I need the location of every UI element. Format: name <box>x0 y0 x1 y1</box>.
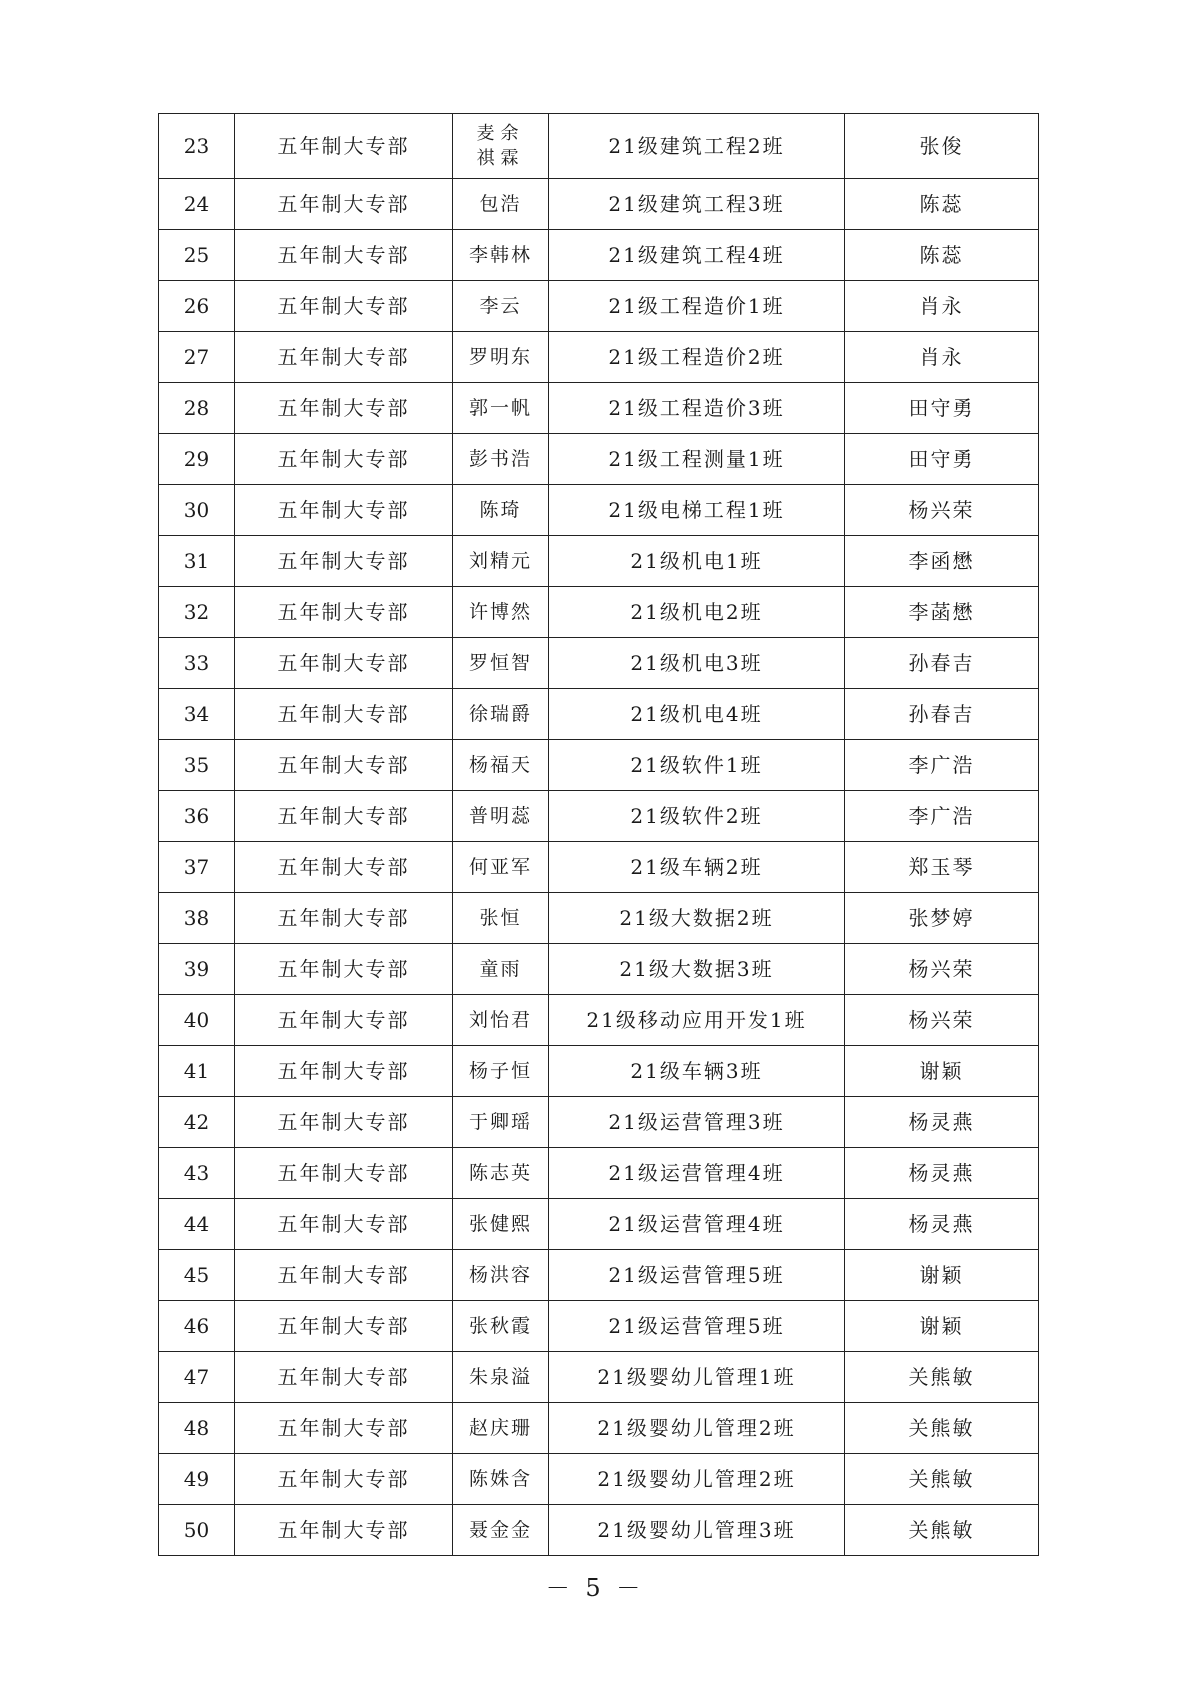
department-cell: 五年制大专部 <box>235 1301 453 1352</box>
student-name-cell: 张健熙 <box>453 1199 549 1250</box>
table-row <box>159 1250 1039 1301</box>
teacher-cell: 杨灵燕 <box>845 1148 1039 1199</box>
department-cell: 五年制大专部 <box>235 689 453 740</box>
teacher-cell: 关熊敏 <box>845 1505 1039 1556</box>
department-cell: 五年制大专部 <box>235 230 453 281</box>
class-cell: 21级软件2班 <box>549 791 845 842</box>
row-number: 29 <box>159 434 235 485</box>
department-cell: 五年制大专部 <box>235 1505 453 1556</box>
teacher-cell: 李广浩 <box>845 740 1039 791</box>
class-cell: 21级建筑工程2班 <box>549 114 845 179</box>
table-row <box>159 1403 1039 1454</box>
department-cell: 五年制大专部 <box>235 842 453 893</box>
department-cell: 五年制大专部 <box>235 114 453 179</box>
teacher-cell: 关熊敏 <box>845 1352 1039 1403</box>
class-cell: 21级电梯工程1班 <box>549 485 845 536</box>
class-cell: 21级工程造价1班 <box>549 281 845 332</box>
class-cell: 21级大数据3班 <box>549 944 845 995</box>
table-row <box>159 114 1039 179</box>
teacher-cell: 杨灵燕 <box>845 1097 1039 1148</box>
table-row <box>159 995 1039 1046</box>
table-row <box>159 179 1039 230</box>
student-name-cell: 陈琦 <box>453 485 549 536</box>
student-name-cell: 张秋霞 <box>453 1301 549 1352</box>
table-row <box>159 893 1039 944</box>
department-cell: 五年制大专部 <box>235 944 453 995</box>
department-cell: 五年制大专部 <box>235 740 453 791</box>
row-number: 49 <box>159 1454 235 1505</box>
teacher-cell: 关熊敏 <box>845 1403 1039 1454</box>
student-name-cell: 麦余祺霖 <box>453 114 549 179</box>
table-row <box>159 740 1039 791</box>
class-cell: 21级机电1班 <box>549 536 845 587</box>
row-number: 45 <box>159 1250 235 1301</box>
row-number: 33 <box>159 638 235 689</box>
class-cell: 21级婴幼儿管理1班 <box>549 1352 845 1403</box>
student-name-cell: 于卿瑶 <box>453 1097 549 1148</box>
student-name-cell: 聂金金 <box>453 1505 549 1556</box>
table-row <box>159 944 1039 995</box>
row-number: 23 <box>159 114 235 179</box>
class-cell: 21级机电4班 <box>549 689 845 740</box>
teacher-cell: 陈蕊 <box>845 230 1039 281</box>
student-name-cell: 刘精元 <box>453 536 549 587</box>
row-number: 32 <box>159 587 235 638</box>
teacher-cell: 杨兴荣 <box>845 944 1039 995</box>
department-cell: 五年制大专部 <box>235 332 453 383</box>
teacher-cell: 田守勇 <box>845 383 1039 434</box>
class-cell: 21级机电2班 <box>549 587 845 638</box>
class-cell: 21级建筑工程4班 <box>549 230 845 281</box>
teacher-cell: 李函懋 <box>845 536 1039 587</box>
table-row <box>159 1454 1039 1505</box>
teacher-cell: 陈蕊 <box>845 179 1039 230</box>
row-number: 35 <box>159 740 235 791</box>
row-number: 44 <box>159 1199 235 1250</box>
row-number: 25 <box>159 230 235 281</box>
class-cell: 21级工程测量1班 <box>549 434 845 485</box>
student-table-body <box>159 114 1039 1556</box>
class-cell: 21级机电3班 <box>549 638 845 689</box>
student-name-cell: 包浩 <box>453 179 549 230</box>
row-number: 38 <box>159 893 235 944</box>
table-row <box>159 485 1039 536</box>
student-name-cell: 许博然 <box>453 587 549 638</box>
class-cell: 21级婴幼儿管理2班 <box>549 1403 845 1454</box>
row-number: 42 <box>159 1097 235 1148</box>
table-row <box>159 332 1039 383</box>
class-cell: 21级大数据2班 <box>549 893 845 944</box>
department-cell: 五年制大专部 <box>235 1454 453 1505</box>
teacher-cell: 李菡懋 <box>845 587 1039 638</box>
class-cell: 21级移动应用开发1班 <box>549 995 845 1046</box>
student-table <box>158 113 1039 1556</box>
department-cell: 五年制大专部 <box>235 1403 453 1454</box>
class-cell: 21级工程造价2班 <box>549 332 845 383</box>
teacher-cell: 杨兴荣 <box>845 995 1039 1046</box>
class-cell: 21级婴幼儿管理2班 <box>549 1454 845 1505</box>
table-row <box>159 383 1039 434</box>
table-row <box>159 1097 1039 1148</box>
teacher-cell: 肖永 <box>845 281 1039 332</box>
class-cell: 21级车辆2班 <box>549 842 845 893</box>
class-cell: 21级运营管理5班 <box>549 1301 845 1352</box>
row-number: 40 <box>159 995 235 1046</box>
teacher-cell: 杨兴荣 <box>845 485 1039 536</box>
student-name-cell: 罗明东 <box>453 332 549 383</box>
student-name-cell: 杨子恒 <box>453 1046 549 1097</box>
department-cell: 五年制大专部 <box>235 1046 453 1097</box>
row-number: 39 <box>159 944 235 995</box>
department-cell: 五年制大专部 <box>235 1250 453 1301</box>
student-name-cell: 李韩林 <box>453 230 549 281</box>
student-name-cell: 李云 <box>453 281 549 332</box>
class-cell: 21级工程造价3班 <box>549 383 845 434</box>
row-number: 36 <box>159 791 235 842</box>
teacher-cell: 谢颖 <box>845 1046 1039 1097</box>
row-number: 34 <box>159 689 235 740</box>
teacher-cell: 孙春吉 <box>845 638 1039 689</box>
class-cell: 21级运营管理4班 <box>549 1199 845 1250</box>
row-number: 26 <box>159 281 235 332</box>
department-cell: 五年制大专部 <box>235 893 453 944</box>
row-number: 31 <box>159 536 235 587</box>
table-row <box>159 689 1039 740</box>
class-cell: 21级运营管理5班 <box>549 1250 845 1301</box>
table-row <box>159 1505 1039 1556</box>
class-cell: 21级车辆3班 <box>549 1046 845 1097</box>
row-number: 46 <box>159 1301 235 1352</box>
table-row <box>159 638 1039 689</box>
student-name-cell: 陈姝含 <box>453 1454 549 1505</box>
class-cell: 21级建筑工程3班 <box>549 179 845 230</box>
student-name-cell: 张恒 <box>453 893 549 944</box>
row-number: 48 <box>159 1403 235 1454</box>
class-cell: 21级婴幼儿管理3班 <box>549 1505 845 1556</box>
row-number: 30 <box>159 485 235 536</box>
student-name-cell: 普明蕊 <box>453 791 549 842</box>
department-cell: 五年制大专部 <box>235 179 453 230</box>
teacher-cell: 谢颖 <box>845 1250 1039 1301</box>
department-cell: 五年制大专部 <box>235 1199 453 1250</box>
student-name-cell: 刘怡君 <box>453 995 549 1046</box>
student-name-cell: 杨洪容 <box>453 1250 549 1301</box>
teacher-cell: 谢颖 <box>845 1301 1039 1352</box>
table-row <box>159 791 1039 842</box>
class-cell: 21级软件1班 <box>549 740 845 791</box>
department-cell: 五年制大专部 <box>235 281 453 332</box>
row-number: 37 <box>159 842 235 893</box>
department-cell: 五年制大专部 <box>235 1352 453 1403</box>
table-row <box>159 230 1039 281</box>
row-number: 43 <box>159 1148 235 1199</box>
teacher-cell: 张俊 <box>845 114 1039 179</box>
teacher-cell: 李广浩 <box>845 791 1039 842</box>
row-number: 41 <box>159 1046 235 1097</box>
student-name-cell: 陈志英 <box>453 1148 549 1199</box>
class-cell: 21级运营管理4班 <box>549 1148 845 1199</box>
department-cell: 五年制大专部 <box>235 587 453 638</box>
department-cell: 五年制大专部 <box>235 485 453 536</box>
student-name-cell: 何亚军 <box>453 842 549 893</box>
row-number: 27 <box>159 332 235 383</box>
table-row <box>159 1148 1039 1199</box>
teacher-cell: 关熊敏 <box>845 1454 1039 1505</box>
table-row <box>159 587 1039 638</box>
teacher-cell: 张梦婷 <box>845 893 1039 944</box>
table-row <box>159 1199 1039 1250</box>
teacher-cell: 田守勇 <box>845 434 1039 485</box>
table-row <box>159 281 1039 332</box>
row-number: 28 <box>159 383 235 434</box>
teacher-cell: 郑玉琴 <box>845 842 1039 893</box>
department-cell: 五年制大专部 <box>235 434 453 485</box>
table-row <box>159 536 1039 587</box>
department-cell: 五年制大专部 <box>235 383 453 434</box>
student-name-cell: 朱泉溢 <box>453 1352 549 1403</box>
teacher-cell: 杨灵燕 <box>845 1199 1039 1250</box>
student-name-cell: 罗恒智 <box>453 638 549 689</box>
department-cell: 五年制大专部 <box>235 536 453 587</box>
table-row <box>159 434 1039 485</box>
teacher-cell: 肖永 <box>845 332 1039 383</box>
department-cell: 五年制大专部 <box>235 638 453 689</box>
table-row <box>159 1352 1039 1403</box>
class-cell: 21级运营管理3班 <box>549 1097 845 1148</box>
student-name-cell: 郭一帆 <box>453 383 549 434</box>
page-number: － 5 － <box>545 1574 645 1602</box>
student-name-cell: 彭书浩 <box>453 434 549 485</box>
table-row <box>159 1301 1039 1352</box>
department-cell: 五年制大专部 <box>235 1148 453 1199</box>
department-cell: 五年制大专部 <box>235 1097 453 1148</box>
student-name-cell: 童雨 <box>453 944 549 995</box>
row-number: 24 <box>159 179 235 230</box>
student-name-cell: 徐瑞爵 <box>453 689 549 740</box>
table-row <box>159 842 1039 893</box>
teacher-cell: 孙春吉 <box>845 689 1039 740</box>
student-name-cell: 杨福天 <box>453 740 549 791</box>
row-number: 50 <box>159 1505 235 1556</box>
row-number: 47 <box>159 1352 235 1403</box>
department-cell: 五年制大专部 <box>235 791 453 842</box>
department-cell: 五年制大专部 <box>235 995 453 1046</box>
table-row <box>159 1046 1039 1097</box>
student-name-cell: 赵庆珊 <box>453 1403 549 1454</box>
